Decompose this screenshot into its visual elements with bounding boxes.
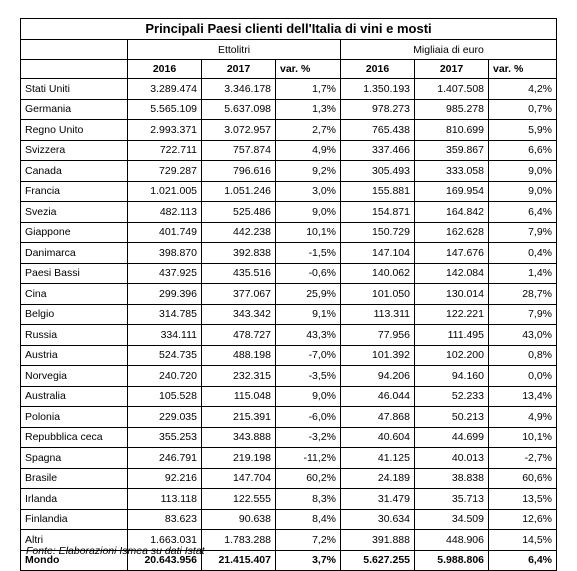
country-cell: Finlandia xyxy=(21,509,128,530)
value-cell: 488.198 xyxy=(202,345,276,366)
value-cell: 164.842 xyxy=(415,202,489,223)
value-cell: 30.634 xyxy=(341,509,415,530)
table-row xyxy=(21,263,557,284)
value-cell: 7,9% xyxy=(489,222,557,243)
value-cell: 1,4% xyxy=(489,263,557,284)
value-cell: 34.509 xyxy=(415,509,489,530)
value-cell: 43,3% xyxy=(276,325,341,346)
value-cell: 525.486 xyxy=(202,202,276,223)
table-row xyxy=(21,99,557,120)
value-cell: 7,9% xyxy=(489,304,557,325)
value-cell: 0,8% xyxy=(489,345,557,366)
table-row xyxy=(21,325,557,346)
table-row xyxy=(21,489,557,510)
value-cell: 3.289.474 xyxy=(128,79,202,100)
value-cell: 1,7% xyxy=(276,79,341,100)
value-cell: 978.273 xyxy=(341,99,415,120)
value-cell: 392.838 xyxy=(202,243,276,264)
value-cell: 8,3% xyxy=(276,489,341,510)
table-row xyxy=(21,427,557,448)
value-cell: 333.058 xyxy=(415,161,489,182)
group-header-row xyxy=(21,40,557,60)
value-cell: 5.637.098 xyxy=(202,99,276,120)
value-cell: 1.350.193 xyxy=(341,79,415,100)
value-cell: 5.565.109 xyxy=(128,99,202,120)
table-row xyxy=(21,304,557,325)
value-cell: 101.050 xyxy=(341,284,415,305)
value-cell: 3.346.178 xyxy=(202,79,276,100)
value-cell: 40.013 xyxy=(415,448,489,469)
value-cell: 105.528 xyxy=(128,386,202,407)
country-cell: Russia xyxy=(21,325,128,346)
table-row xyxy=(21,448,557,469)
table-row xyxy=(21,468,557,489)
value-cell: 355.253 xyxy=(128,427,202,448)
value-cell: 3,0% xyxy=(276,181,341,202)
value-cell: 359.867 xyxy=(415,140,489,161)
value-cell: 41.125 xyxy=(341,448,415,469)
country-cell: Altri xyxy=(21,530,128,551)
value-cell: 162.628 xyxy=(415,222,489,243)
table-row xyxy=(21,386,557,407)
value-cell: 147.704 xyxy=(202,468,276,489)
value-cell: 5.627.255 xyxy=(341,550,415,571)
value-cell: 12,6% xyxy=(489,509,557,530)
value-cell: 757.874 xyxy=(202,140,276,161)
value-cell: 448.906 xyxy=(415,530,489,551)
value-cell: -3,5% xyxy=(276,366,341,387)
value-cell: 169.954 xyxy=(415,181,489,202)
value-cell: 9,0% xyxy=(276,386,341,407)
value-cell: 155.881 xyxy=(341,181,415,202)
value-cell: 240.720 xyxy=(128,366,202,387)
value-cell: 215.391 xyxy=(202,407,276,428)
value-cell: 1.051.246 xyxy=(202,181,276,202)
value-cell: 729.287 xyxy=(128,161,202,182)
country-cell: Paesi Bassi xyxy=(21,263,128,284)
value-cell: 810.699 xyxy=(415,120,489,141)
value-cell: 9,1% xyxy=(276,304,341,325)
country-cell: Mondo xyxy=(21,550,128,571)
value-cell: 142.084 xyxy=(415,263,489,284)
value-cell: 77.956 xyxy=(341,325,415,346)
value-cell: 111.495 xyxy=(415,325,489,346)
table-title: Principali Paesi clienti dell'Italia di vini e mosti xyxy=(21,19,557,40)
value-cell: 147.104 xyxy=(341,243,415,264)
value-cell: 2.993.371 xyxy=(128,120,202,141)
group-migliaia-euro: Migliaia di euro xyxy=(341,40,557,60)
value-cell: 1.407.508 xyxy=(415,79,489,100)
col-header: 2017 xyxy=(202,60,276,79)
country-cell: Germania xyxy=(21,99,128,120)
country-cell: Giappone xyxy=(21,222,128,243)
col-header: var. % xyxy=(276,60,341,79)
value-cell: 13,4% xyxy=(489,386,557,407)
value-cell: 398.870 xyxy=(128,243,202,264)
country-cell: Australia xyxy=(21,386,128,407)
value-cell: 40.604 xyxy=(341,427,415,448)
value-cell: 31.479 xyxy=(341,489,415,510)
table-row xyxy=(21,407,557,428)
country-cell: Svizzera xyxy=(21,140,128,161)
value-cell: 219.198 xyxy=(202,448,276,469)
col-header: var. % xyxy=(489,60,557,79)
value-cell: 10,1% xyxy=(489,427,557,448)
value-cell: 524.735 xyxy=(128,345,202,366)
col-header: 2016 xyxy=(128,60,202,79)
value-cell: -1,5% xyxy=(276,243,341,264)
value-cell: 478.727 xyxy=(202,325,276,346)
value-cell: 442.238 xyxy=(202,222,276,243)
value-cell: 1.663.031 xyxy=(128,530,202,551)
value-cell: 47.868 xyxy=(341,407,415,428)
value-cell: 435.516 xyxy=(202,263,276,284)
country-cell: Regno Unito xyxy=(21,120,128,141)
table-row xyxy=(21,366,557,387)
table-row xyxy=(21,345,557,366)
value-cell: 102.200 xyxy=(415,345,489,366)
value-cell: 1,3% xyxy=(276,99,341,120)
value-cell: 113.118 xyxy=(128,489,202,510)
value-cell: 13,5% xyxy=(489,489,557,510)
country-cell: Danimarca xyxy=(21,243,128,264)
country-cell: Svezia xyxy=(21,202,128,223)
value-cell: 337.466 xyxy=(341,140,415,161)
value-cell: 9,0% xyxy=(489,161,557,182)
value-cell: 765.438 xyxy=(341,120,415,141)
value-cell: 391.888 xyxy=(341,530,415,551)
table-row xyxy=(21,120,557,141)
table-row xyxy=(21,222,557,243)
value-cell: 377.067 xyxy=(202,284,276,305)
value-cell: 83.623 xyxy=(128,509,202,530)
country-cell: Brasile xyxy=(21,468,128,489)
table-row xyxy=(21,79,557,100)
table-row xyxy=(21,243,557,264)
value-cell: 1.783.288 xyxy=(202,530,276,551)
value-cell: 140.062 xyxy=(341,263,415,284)
country-cell: Austria xyxy=(21,345,128,366)
value-cell: 0,0% xyxy=(489,366,557,387)
value-cell: 232.315 xyxy=(202,366,276,387)
col-header: 2017 xyxy=(415,60,489,79)
value-cell: 314.785 xyxy=(128,304,202,325)
value-cell: 229.035 xyxy=(128,407,202,428)
value-cell: -2,7% xyxy=(489,448,557,469)
value-cell: 437.925 xyxy=(128,263,202,284)
value-cell: 50.213 xyxy=(415,407,489,428)
value-cell: 8,4% xyxy=(276,509,341,530)
value-cell: 4,9% xyxy=(489,407,557,428)
country-cell: Francia xyxy=(21,181,128,202)
value-cell: 343.342 xyxy=(202,304,276,325)
value-cell: 130.014 xyxy=(415,284,489,305)
value-cell: 334.111 xyxy=(128,325,202,346)
value-cell: 150.729 xyxy=(341,222,415,243)
value-cell: 3,7% xyxy=(276,550,341,571)
value-cell: 52.233 xyxy=(415,386,489,407)
column-header-row xyxy=(21,60,557,79)
value-cell: 985.278 xyxy=(415,99,489,120)
value-cell: 6,4% xyxy=(489,202,557,223)
col-header: 2016 xyxy=(341,60,415,79)
value-cell: 9,0% xyxy=(276,202,341,223)
value-cell: -7,0% xyxy=(276,345,341,366)
value-cell: 25,9% xyxy=(276,284,341,305)
empty-cell xyxy=(21,40,128,60)
country-cell: Canada xyxy=(21,161,128,182)
value-cell: 6,6% xyxy=(489,140,557,161)
value-cell: 299.396 xyxy=(128,284,202,305)
value-cell: 60,6% xyxy=(489,468,557,489)
value-cell: -11,2% xyxy=(276,448,341,469)
value-cell: 5,9% xyxy=(489,120,557,141)
country-cell: Norvegia xyxy=(21,366,128,387)
value-cell: 246.791 xyxy=(128,448,202,469)
table-title-row xyxy=(21,19,557,40)
value-cell: 122.555 xyxy=(202,489,276,510)
value-cell: 147.676 xyxy=(415,243,489,264)
empty-cell xyxy=(21,60,128,79)
value-cell: 10,1% xyxy=(276,222,341,243)
country-cell: Spagna xyxy=(21,448,128,469)
value-cell: 154.871 xyxy=(341,202,415,223)
value-cell: 90.638 xyxy=(202,509,276,530)
value-cell: 6,4% xyxy=(489,550,557,571)
value-cell: 92.216 xyxy=(128,468,202,489)
value-cell: -6,0% xyxy=(276,407,341,428)
value-cell: 24.189 xyxy=(341,468,415,489)
value-cell: 0,4% xyxy=(489,243,557,264)
value-cell: 7,2% xyxy=(276,530,341,551)
value-cell: 38.838 xyxy=(415,468,489,489)
value-cell: -0,6% xyxy=(276,263,341,284)
table-row xyxy=(21,181,557,202)
value-cell: 14,5% xyxy=(489,530,557,551)
table-row xyxy=(21,140,557,161)
value-cell: 35.713 xyxy=(415,489,489,510)
value-cell: 1.021.005 xyxy=(128,181,202,202)
value-cell: 3.072.957 xyxy=(202,120,276,141)
value-cell: 94.206 xyxy=(341,366,415,387)
value-cell: 5.988.806 xyxy=(415,550,489,571)
value-cell: 94.160 xyxy=(415,366,489,387)
value-cell: 122.221 xyxy=(415,304,489,325)
group-ettolitri: Ettolitri xyxy=(128,40,341,60)
value-cell: 796.616 xyxy=(202,161,276,182)
value-cell: 60,2% xyxy=(276,468,341,489)
value-cell: 2,7% xyxy=(276,120,341,141)
source-note: Fonte: Elaborazioni Ismea su dati Istat xyxy=(26,545,205,557)
export-table xyxy=(20,18,557,571)
value-cell: 21.415.407 xyxy=(202,550,276,571)
value-cell: 20.643.956 xyxy=(128,550,202,571)
value-cell: 115.048 xyxy=(202,386,276,407)
value-cell: 4,9% xyxy=(276,140,341,161)
country-cell: Polonia xyxy=(21,407,128,428)
table-row xyxy=(21,161,557,182)
value-cell: 722.711 xyxy=(128,140,202,161)
value-cell: 43,0% xyxy=(489,325,557,346)
value-cell: 4,2% xyxy=(489,79,557,100)
country-cell: Irlanda xyxy=(21,489,128,510)
table-row xyxy=(21,284,557,305)
value-cell: 482.113 xyxy=(128,202,202,223)
country-cell: Cina xyxy=(21,284,128,305)
value-cell: 0,7% xyxy=(489,99,557,120)
country-cell: Stati Uniti xyxy=(21,79,128,100)
value-cell: 101.392 xyxy=(341,345,415,366)
value-cell: -3,2% xyxy=(276,427,341,448)
value-cell: 113.311 xyxy=(341,304,415,325)
table-row xyxy=(21,509,557,530)
value-cell: 401.749 xyxy=(128,222,202,243)
country-cell: Belgio xyxy=(21,304,128,325)
table-row xyxy=(21,202,557,223)
value-cell: 305.493 xyxy=(341,161,415,182)
value-cell: 9,0% xyxy=(489,181,557,202)
value-cell: 9,2% xyxy=(276,161,341,182)
value-cell: 44.699 xyxy=(415,427,489,448)
value-cell: 28,7% xyxy=(489,284,557,305)
value-cell: 343.888 xyxy=(202,427,276,448)
value-cell: 46.044 xyxy=(341,386,415,407)
country-cell: Repubblica ceca xyxy=(21,427,128,448)
